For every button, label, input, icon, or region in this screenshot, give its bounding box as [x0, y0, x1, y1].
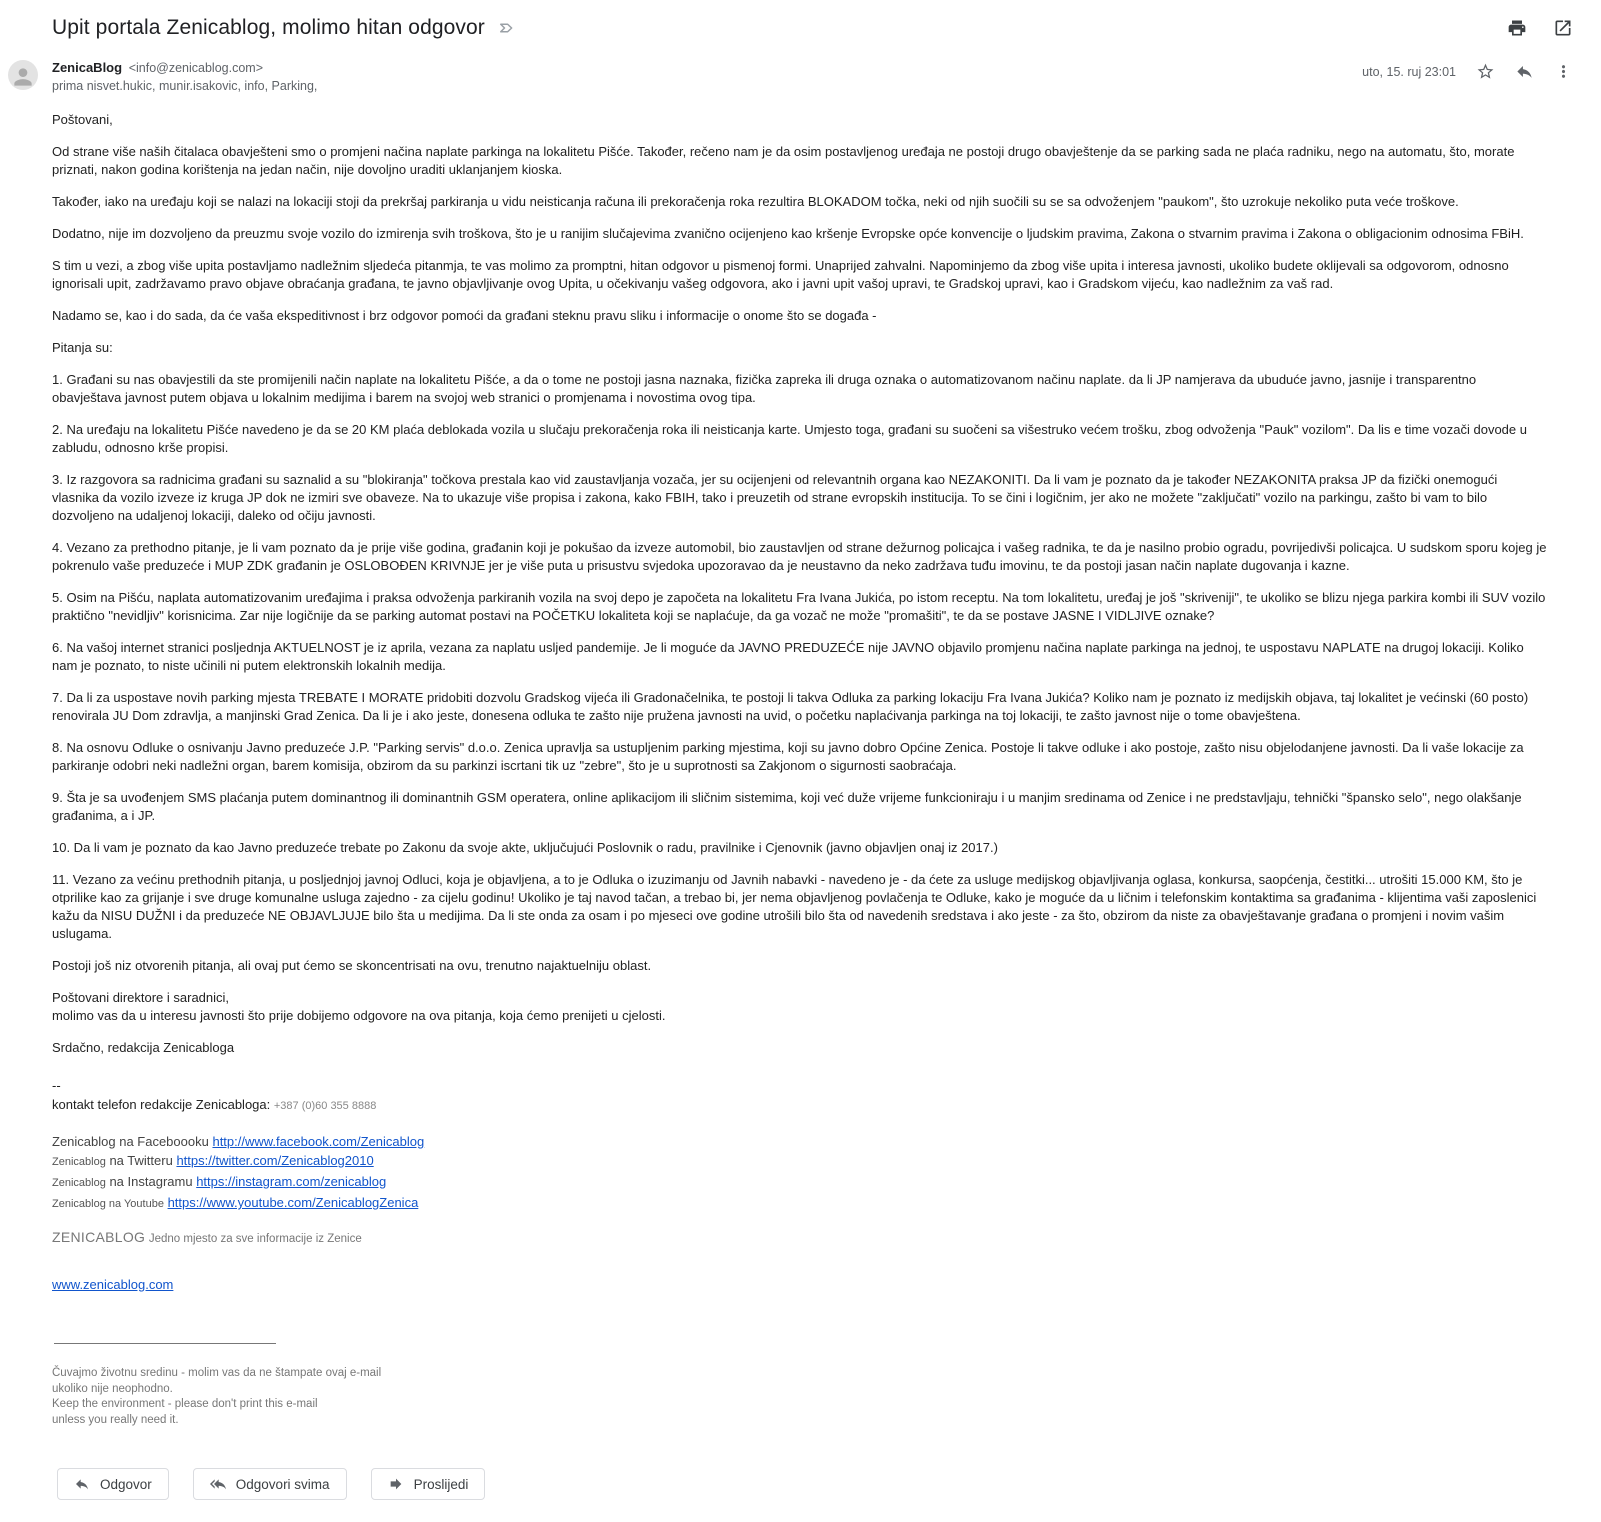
signoff: Srdačno, redakcija Zenicabloga [52, 1040, 235, 1055]
signature-divider [54, 1343, 276, 1344]
avatar[interactable] [8, 60, 38, 90]
social-prefix: na Twitteru [109, 1153, 173, 1168]
question-item: 5. Osim na Pišću, naplata automatizovanim uređajima i praksa odvoženja parkiranih vozila na svoj depo je započeta na lokalitetu Fra Ivana Jukića, po istom receptu. Na tom lokalitetu, uređaj je još "skriveniji", te ukoliko se blizu njega parkira kombi ili SUV vozilo praktično "nevidljiv" korisnicima. Zar nije logičnije da se parking automat postavi na POČETKU lokaliteta koji se naplaćuje, da ga vozač ne može "promašiti", te da se postave JASNE I VIDLJIVE oznake? [52, 590, 1546, 623]
forward-button-label: Proslijedi [413, 1476, 469, 1492]
eco-line: unless you really need it. [52, 1413, 179, 1426]
body-paragraph: Dodatno, nije im dozvoljeno da preuzmu svoje vozilo do izmirenja svih troškova, što je u ranijim slučajevima zvanično ocijenjeno kao kršenje Evropske opće konvencije o ljudskim pravima, Zakona o stvarnim pravima i Zakona o obligacionim odnosima FBiH. [52, 226, 1524, 241]
print-icon[interactable] [1507, 18, 1527, 38]
eco-line: Keep the environment - please don't print this e-mail [52, 1398, 318, 1410]
reply-button-label: Odgovor [100, 1476, 152, 1492]
reply-all-button[interactable] [193, 1468, 347, 1500]
contact-phone: +387 (0)60 355 8888 [273, 1100, 377, 1112]
closing-paragraph: Postoji još niz otvorenih pitanja, ali ovaj put ćemo se skoncentrisati na ovu, trenutno najaktuelniju oblast. [52, 958, 652, 973]
action-buttons [0, 1428, 1601, 1522]
question-item: 3. Iz razgovora sa radnicima građani su saznalid a su "blokiranja" točkova prestala kao vid zaustavljanja vozača, jer su ocijenjeni od relevantnih organa kao NEZAKONITI. Da li vam je poznato da je također NEZAKONITA praksa JP da fizički onemogući vlasnika da vozilo izveze iz kruga JP dok ne izmiri sve obaveze. Na to ukazuje više propisa i zakona, kako FBIH, tako i preuzetih od strane evropskih institucija. To se čini i logičnim, jer ako ne možete "zaključati" vozilo na parkingu, zašto bi vam to bilo dozvoljeno na udaljenoj lokaciji, daleko od očiju javnosti. [52, 472, 1498, 523]
contact-label: kontakt telefon redakcije Zenicabloga: [52, 1097, 271, 1112]
youtube-link[interactable]: https://www.youtube.com/ZenicablogZenica [167, 1195, 419, 1210]
website-link[interactable]: www.zenicablog.com [52, 1277, 174, 1292]
closing-request: molimo vas da u interesu javnosti što prije dobijemo odgovore na ova pitanja, koja ćemo prenijeti u cjelosti. [52, 1008, 666, 1023]
body-paragraph: Nadamo se, kao i do sada, da će vaša ekspeditivnost i brz odgovor pomoći da građani steknu pravu sliku i informacije o onome što se događa - [52, 308, 877, 323]
question-item: 6. Na vašoj internet stranici posljednja AKTUELNOST je iz aprila, vezana za naplatu usljed pandemije. Je li moguće da JAVNO PREDUZEĆE nije JAVNO objavilo promjenu načina naplate parkinga na jednoj, te uspostavu NAPLATE na drugoj lokaciji. Koliko nam je poznato, to niste učinili ni putem elektronskih lokalnih medija. [52, 640, 1524, 673]
reply-arrow-icon [74, 1476, 90, 1492]
question-item: 9. Šta je sa uvođenjem SMS plaćanja putem dominantnog ili dominantnih GSM operatera, online aplikacijom ili sličnim sistemima, koji već duže vrijeme funkcioniraju i u manjim sredinama od Zenice i ne predstavljaju, tehnički "špansko selo", nego olakšanje građanima, a i JP. [52, 790, 1522, 823]
eco-line: Čuvajmo životnu sredinu - molim vas da ne štampate ovaj e-mail [52, 1367, 382, 1379]
question-item: 10. Da li vam je poznato da kao Javno preduzeće trebate po Zakonu da svoje akte, uključujući Poslovnik o radu, pravilnike i Cjenovnik (javno objavljen onaj iz 2017.) [52, 840, 998, 855]
eco-note [52, 1366, 1547, 1428]
question-item: 11. Vezano za većinu prethodnih pitanja, u posljednjoj javnoj Odluci, koja je objavljena, a to je Odluka o izuzimanju od Javnih nabavki - navedeno je - da ćete za usluge medijskog objavljivanja oglasa, konkursa, saopćenja, čestitki... utrošiti 15.000 KM, što je otprilike kao za grijanje i sve druge komunalne usluga zajedno - za cijelu godinu! Ukoliko je taj navod tačan, a trebao bi, jer nema objavljenog povlačenja te Odluke, kako je moguće da u ličnim i telefonskim kontaktima sa građanima - klijentima vaši zaposlenici kažu da NISU DUŽNI i da preduzeće NE OBJAVLJUJE bilo šta u medijima. Da li ste onda za osam i po mjeseci ove godine utrošili bilo šta od navedenih sredstava i ako jeste - za što, obzirom da niste za obavještavanje građana o promjeni i novim vašim uslugama. [52, 872, 1537, 941]
sender-name: ZenicaBlog [52, 60, 123, 75]
message-meta [1362, 60, 1573, 81]
important-marker-icon [497, 19, 515, 37]
email-body [0, 93, 1601, 1057]
reply-button[interactable] [57, 1468, 169, 1500]
social-prefix: Zenicablog na Youtube [52, 1198, 164, 1210]
closing-paragraph [52, 989, 1547, 1025]
sender-email: <info@zenicablog.com> [128, 61, 263, 75]
forward-button[interactable] [371, 1468, 486, 1500]
question-item: 1. Građani su nas obavjestili da ste promijenili način naplate na lokalitetu Pišće, a da o tome ne postoji jasna naznaka, fizička zapreka ili druga oznaka o automatizovanom načinu naplate. da li JP namjerava da ubuduće javno, jasnije i transparentno obavještava javnost putem objava u lokalnim medijima i barem na svojoj web stranici o promjenama i novostima ovog tipa. [52, 372, 1477, 405]
forward-arrow-icon [388, 1476, 404, 1492]
open-in-new-icon[interactable] [1553, 18, 1573, 38]
social-prefix: Zenicablog [52, 1177, 106, 1189]
eco-line: ukoliko nije neophodno. [52, 1382, 173, 1395]
social-prefix: na Instagramu [109, 1174, 193, 1189]
question-item: 2. Na uređaju na lokalitetu Pišće navedeno je da se 20 KM plaća deblokada vozila u slučaju prekoračenja roka ili neisticanja karte. Umjesto toga, građani su suočeni sa višestruko većem trošku, zbog odvoženja "Pauk" vozilom". Da lis e time vozači dovode u zabludu, odnosno krše propisi. [52, 422, 1527, 455]
body-paragraph: S tim u vezi, a zbog više upita postavljamo nadležnim sljedeća pitanmja, te vas molimo za promptni, hitan odgovor u pismenoj formi. Unaprijed zahvalni. Napominjemo da zbog više upita i interesa javnosti, ukoliko budete oklijevali sa odgovorom, odnosno ignorisali upit, zadržavamo pravo objave obraćanja građana, te javno objavljivanje ovog Upita, u očekivanju vašeg odgovora, ako i javni upit vašoj upravi, te Gradskoj upravi, kao i Gradskom vijeću, kao nadležnim za vaš rad. [52, 258, 1509, 291]
more-options-icon[interactable] [1554, 62, 1573, 81]
star-icon[interactable] [1476, 62, 1495, 81]
social-prefix: Zenicablog [52, 1156, 106, 1168]
questions-intro: Pitanja su: [52, 340, 113, 355]
reply-all-arrow-icon [210, 1476, 226, 1492]
email-subject: Upit portala Zenicablog, molimo hitan odgovor [52, 16, 485, 39]
signature-separator: -- [52, 1078, 61, 1093]
question-item: 4. Vezano za prethodno pitanje, je li vam poznato da je prije više godina, građanin koji je pokušao da izveze automobil, bio zaustavljen od strane dežurnog policajca i vašeg radnika, te da je nasilno probio ogradu, povrijedivši policajca. U sudskom sporu kojeg je pokrenulo vaše preduzeće i MUP ZDK građanin je OSLOBOĐEN KRIVNJE jer je više puta u prisustvu svjedoka upozoravao da je neustavno da neko zadržava tuđu imovinu, te da postoji jasan način naplate dugovanja i kazne. [52, 540, 1547, 573]
facebook-link[interactable]: http://www.facebook.com/Zenicablog [212, 1134, 425, 1149]
subject-row [0, 0, 1601, 46]
sender-row [0, 46, 1601, 93]
brand-name: ZENICABLOG [52, 1229, 146, 1245]
recipients[interactable]: prima nisvet.hukic, munir.isakovic, info, Parking, [52, 79, 318, 93]
reply-icon[interactable] [1515, 62, 1534, 81]
social-links [52, 1133, 1547, 1213]
subject-toolbar [1507, 18, 1573, 38]
greeting: Poštovani, [52, 112, 113, 127]
social-prefix: Zenicablog na Faceboooku [52, 1134, 209, 1149]
instagram-link[interactable]: https://instagram.com/zenicablog [196, 1174, 387, 1189]
twitter-link[interactable]: https://twitter.com/Zenicablog2010 [176, 1153, 374, 1168]
question-item: 7. Da li za uspostave novih parking mjesta TREBATE I MORATE pridobiti dozvolu Gradskog vijeća ili Gradonačelnika, te postoji li takva Odluka za parking lokaciju Fra Ivana Jukića? Koliko nam je poznato iz medijskih objava, taj lokalitet je većinski (60 posto) renovirala JU Dom zdravlja, a manjinski Grad Zenica. Da li je i ako jeste, donesena odluka te zašto nije pružena javnosti na uvid, o početku naplaćivanja parkinga na toj lokaciji, te zašto javnost nije o tome obavještena. [52, 690, 1529, 723]
brand-tagline: Jedno mjesto za sve informacije iz Zenice [148, 1233, 362, 1245]
closing-salutation: Poštovani direktore i saradnici, [52, 990, 230, 1005]
question-item: 8. Na osnovu Odluke o osnivanju Javno preduzeće J.P. "Parking servis" d.o.o. Zenica upravlja sa ustupljenim parking mjestima, koji su javno dobro Općine Zenica. Postoje li takve odluke i ako postoje, zašto nisu objelodanjene javnosti. Da li vaše lokacije za parkiranje odobri neki nadležni organ, barem komisija, obzirom da su parkinzi iscrtani tik uz "zebre", što je u suprotnosti sa Zakjonom o sigurnosti saobraćaja. [52, 740, 1524, 773]
sender-info [52, 60, 1362, 93]
reply-all-button-label: Odgovori svima [235, 1476, 330, 1492]
email-signature [0, 1071, 1601, 1428]
message-date: uto, 15. ruj 23:01 [1362, 64, 1456, 79]
body-paragraph: Od strane više naših čitalaca obavješteni smo o promjeni načina naplate parkinga na lokalitetu Pišće. Također, rečeno nam je da osim postavljenog uređaja ne postoji drugo obavještenje da se parking sada ne plaća radniku, nego na automatu, što, morate priznati, nakon godina korištenja na jedan način, nije dovoljno uraditi uklanjanjem kioska. [52, 144, 1515, 177]
body-paragraph: Također, iako na uređaju koji se nalazi na lokaciji stoji da prekršaj parkiranja u vidu neisticanja računa ili prekoračenja roka rezultira BLOKADOM točka, neki od njih suočili su se sa odvoženjem "paukom", što uzrokuje nekoliko puta veće troškove. [52, 194, 1459, 209]
